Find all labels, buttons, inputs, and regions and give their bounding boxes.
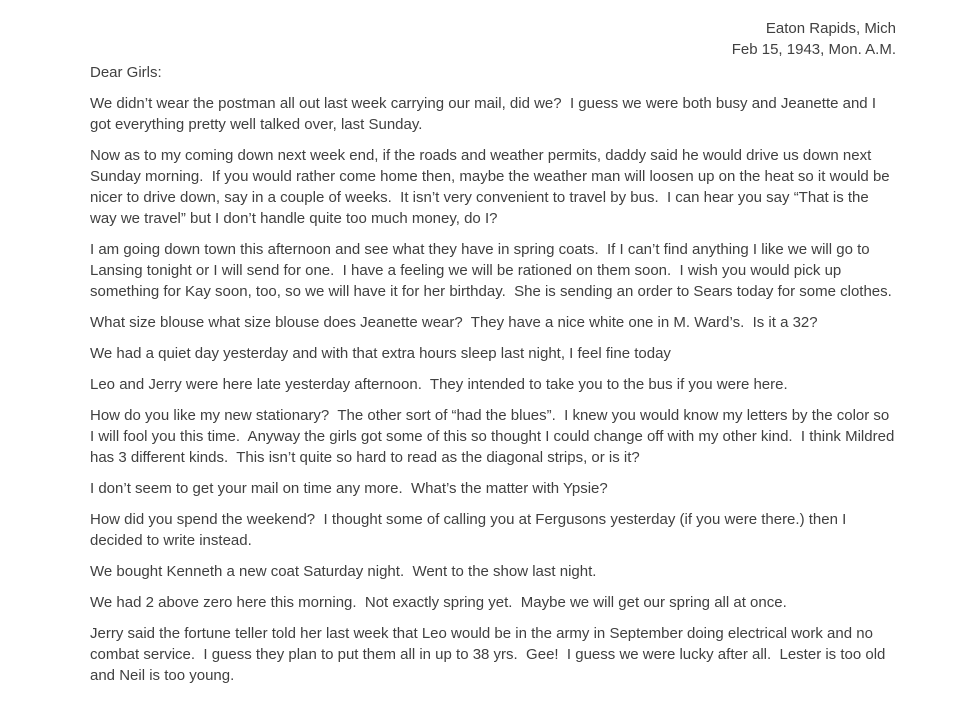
letter-salutation: Dear Girls: [90, 64, 162, 81]
letter-body [90, 18, 899, 696]
letter-paragraph: Jerry said the fortune teller told her last week that Leo would be in the army in September doing electrical work and no combat service. I guess they plan to put them all in up to 38 yrs. Gee! I guess we were lucky after all. Lester is too old and Neil is too young. [90, 625, 890, 684]
letter-paragraph: We had 2 above zero here this morning. Not exactly spring yet. Maybe we will get our spring all at once. [90, 594, 787, 611]
letter-paragraph: How did you spend the weekend? I thought some of calling you at Fergusons yesterday (if you were there.) then I decided to write instead. [90, 511, 851, 549]
letter-paragraph: We bought Kenneth a new coat Saturday night. Went to the show last night. [90, 563, 597, 580]
letter-date: Feb 15, 1943, Mon. A.M. [731, 41, 896, 58]
letter-paragraph: We didn’t wear the postman all out last week carrying our mail, did we? I guess we were both busy and Jeanette and I got everything pretty well talked over, last Sunday. [90, 95, 881, 133]
letter-paragraph: How do you like my new stationary? The other sort of “had the blues”. I knew you would know my letters by the color so I will fool you this time. Anyway the girls got some of this so thought I could change off with my other kind. I think Mildred has 3 different kinds. This isn’t quite so hard to read as the diagonal strips, or is it? [90, 407, 899, 466]
letter-paragraph: I don’t seem to get your mail on time any more. What’s the matter with Ypsie? [90, 480, 608, 497]
letter-paragraph: I am going down town this afternoon and see what they have in spring coats. If I can’t find anything I like we will go to Lansing tonight or I will send for one. I have a feeling we will be rationed on them soon. I wish you would pick up something for Kay soon, too, so we will have it for her birthday. She is sending an order to Sears today for some clothes. [90, 241, 892, 300]
letter-paragraph: We had a quiet day yesterday and with that extra hours sleep last night, I feel fine today [90, 345, 671, 362]
letter-paragraph: Now as to my coming down next week end, if the roads and weather permits, daddy said he would drive us down next Sunday morning. If you would rather come home then, maybe the weather man will loosen up on the heat so it would be nicer to drive down, say in a couple of weeks. It isn’t very convenient to travel by bus. I can hear you say “That is the way we travel” but I don’t handle quite too much money, do I? [90, 147, 894, 227]
letter-paragraph: Leo and Jerry were here late yesterday afternoon. They intended to take you to the bus if you were here. [90, 376, 788, 393]
letter-location: Eaton Rapids, Mich [765, 20, 896, 37]
letter-paragraph: What size blouse what size blouse does Jeanette wear? They have a nice white one in M. Ward’s. Is it a 32? [90, 314, 818, 331]
letter-header [90, 18, 896, 60]
